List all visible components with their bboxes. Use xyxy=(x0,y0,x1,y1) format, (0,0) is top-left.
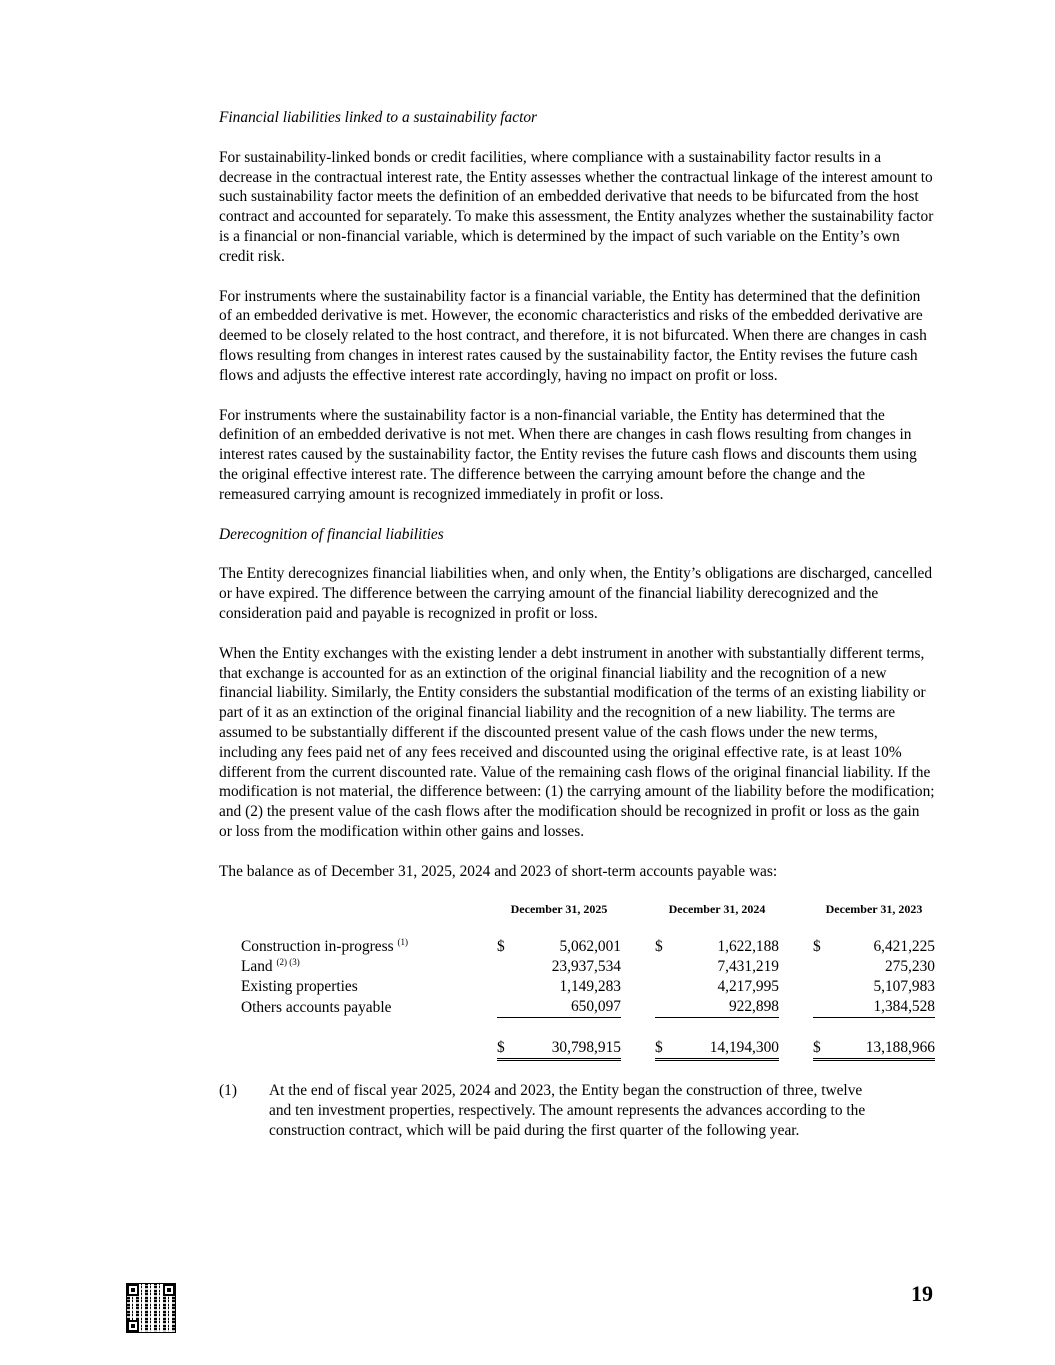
footnote xyxy=(219,1081,935,1140)
section-heading-sustainability: Financial liabilities linked to a sustainability factor xyxy=(219,109,538,126)
paragraph: The Entity derecognizes financial liabilities when, and only when, the Entity’s obligations are discharged, cancelled or have expired. The difference between the carrying amount of the financial liability derecognized and the consideration paid and payable is recognized in profit or loss. xyxy=(219,565,933,622)
section-heading-derecognition: Derecognition of financial liabilities xyxy=(219,525,444,543)
paragraph: When the Entity exchanges with the existing lender a debt instrument in another with substantially different terms, that exchange is accounted for as an extinction of the original financial liability and the recognition of a new financial liability. Similarly, the Entity considers the substantial modification of the terms of an existing liability or part of it as an extinction of the original financial liability and the recognition of a new liability. The terms are assumed to be substantially different if the discounted present value of the cash flows under the new terms, including any fees paid net of any fees received and discounted using the original effective rate, is at least 10% different from the current discounted rate. Value of the remaining cash flows of the original financial liability. If the modification is not material, the difference between: (1) the carrying amount of the liability before the modification; and (2) the present value of the cash flows after the modification should be recognized in profit or loss as the gain or loss from the modification within other gains and losses. xyxy=(219,644,935,840)
row-label: Others accounts payable xyxy=(241,998,392,1016)
total-value: 30,798,915 xyxy=(519,1038,621,1060)
currency-symbol: $ xyxy=(655,938,663,956)
total-value: 13,188,966 xyxy=(835,1038,935,1060)
cell-value: 1,384,528 xyxy=(835,997,935,1018)
table-row xyxy=(219,977,935,997)
cell-value: 7,431,219 xyxy=(717,958,779,976)
row-label: Construction in-progress $^{(1)}$ xyxy=(241,937,408,956)
row-label: Existing properties xyxy=(241,978,358,996)
table-row xyxy=(219,997,935,1018)
column-header: December 31, 2023 xyxy=(825,901,923,916)
cell-value: 922,898 xyxy=(677,997,779,1018)
cell-value: 1,149,283 xyxy=(559,978,621,996)
cell-value: 23,937,534 xyxy=(551,958,621,976)
footnote-text: At the end of fiscal year 2025, 2024 and 2023, the Entity began the construction of three, twelve and ten investment properties, respectively. The amount represents the advances according to the construction contract, which will be paid during the first quarter of the following year. xyxy=(269,1082,866,1139)
qr-code-icon xyxy=(127,1284,175,1332)
cell-value: 5,062,001 xyxy=(559,938,621,956)
cell-value: 4,217,995 xyxy=(717,978,779,996)
currency-symbol: $ xyxy=(655,1038,677,1060)
balance-intro: The balance as of December 31, 2025, 2024 and 2023 of short-term accounts payable was: xyxy=(219,862,778,880)
table-total-row xyxy=(219,1038,935,1060)
cell-value: 1,622,188 xyxy=(717,938,779,956)
cell-value: 6,421,225 xyxy=(873,938,935,956)
paragraph: For instruments where the sustainability factor is a financial variable, the Entity has determined that the definition of an embedded derivative is met. However, the economic characteristics and risks of the embedded derivative are deemed to be closely related to the host contract, and therefore, it is not bifurcated. When there are changes in cash flows resulting from changes in interest rates caused by the sustainability factor, the Entity revises the future cash flows and adjusts the effective interest rate accordingly, having no impact on profit or loss. xyxy=(219,287,927,384)
table-row xyxy=(219,937,935,957)
column-header: December 31, 2025 xyxy=(510,901,608,916)
paragraph: For instruments where the sustainability factor is a non-financial variable, the Entity has determined that the definition of an embedded derivative is not met. When there are changes in cash flows resulting from changes in interest rates caused by the sustainability factor, the Entity revises the future cash flows and discounts them using the original effective interest rate. The difference between the carrying amount before the change and the remeasured carrying amount is recognized immediately in profit or loss. xyxy=(219,406,917,503)
cell-value: 5,107,983 xyxy=(873,978,935,996)
document-page xyxy=(219,108,935,1141)
total-value: 14,194,300 xyxy=(677,1038,779,1060)
currency-symbol: $ xyxy=(497,1038,519,1060)
table-header-row xyxy=(219,900,935,938)
accounts-payable-table xyxy=(219,900,935,1062)
currency-symbol: $ xyxy=(813,938,821,956)
column-header: December 31, 2024 xyxy=(668,901,766,916)
page-number: 19 xyxy=(911,1281,933,1306)
row-label: Land $^{(2) (3)}$ xyxy=(241,957,300,976)
currency-symbol: $ xyxy=(497,938,505,956)
currency-symbol: $ xyxy=(813,1038,835,1060)
paragraph: For sustainability-linked bonds or credit facilities, where compliance with a sustainability factor results in a decrease in the contractual interest rate, the Entity assesses whether the contractual linkage of the interest amount to such sustainability factor meets the definition of an embedded derivative that needs to be bifurcated from the host contract and accounted for separately. To make this assessment, the Entity analyzes whether the sustainability factor is a financial or non-financial variable, which is determined by the impact of such variable on the Entity’s own credit risk. xyxy=(219,148,934,265)
cell-value: 650,097 xyxy=(519,997,621,1018)
table-row xyxy=(219,957,935,977)
footnote-marker: (1) xyxy=(219,1082,237,1100)
cell-value: 275,230 xyxy=(884,958,935,976)
